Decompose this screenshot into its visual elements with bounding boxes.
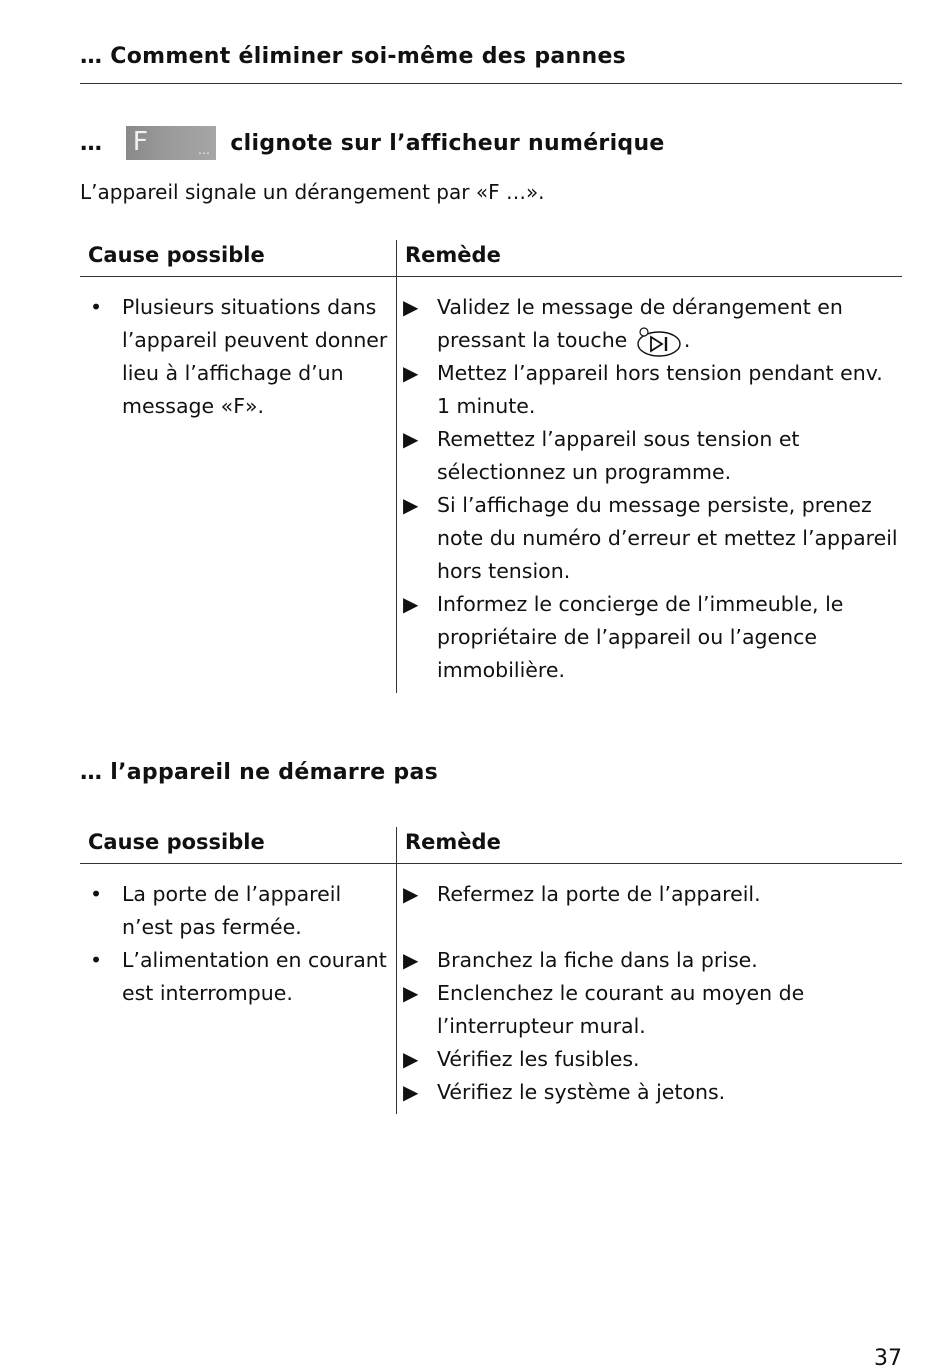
intro-text: L’appareil signale un dérangement par «F …». — [80, 180, 545, 204]
table-body — [80, 277, 902, 697]
section-title-display-f — [80, 126, 665, 160]
cause-item: • La porte de l’appareil n’est pas fermée. — [88, 878, 396, 944]
start-key-icon — [636, 327, 682, 355]
arrow-icon: ▶ — [403, 882, 419, 906]
col-header-remedy: Remède — [405, 243, 501, 267]
remedy-item: ▶ Mettez l’appareil hors tension pendant env. 1 minute. — [403, 357, 902, 423]
remedy-item: ▶ Validez le message de dérangement en pressant la touche . — [403, 291, 902, 357]
troubleshoot-table-f — [80, 240, 902, 697]
arrow-icon: ▶ — [403, 1080, 419, 1104]
section-title-no-start — [80, 760, 438, 785]
section-title-text: clignote sur l’afficheur numérique — [230, 130, 665, 156]
bullet-icon: • — [90, 882, 103, 906]
cause-item: • Plusieurs situations dans l’appareil peuvent donner lieu à l’affichage d’un message «F». — [88, 291, 396, 423]
remedy-column — [397, 864, 902, 1119]
remedy-item: ▶ Informez le concierge de l’immeuble, le propriétaire de l’appareil ou l’agence immobilière. — [403, 588, 902, 687]
arrow-icon: ▶ — [403, 1047, 419, 1071]
arrow-icon: ▶ — [403, 361, 419, 385]
remedy-item: ▶ Vérifiez le système à jetons. — [403, 1076, 902, 1109]
section-prefix: … — [80, 130, 103, 156]
section-title-text: … l’appareil ne démarre pas — [80, 760, 439, 785]
remedy-column — [397, 277, 902, 697]
arrow-icon: ▶ — [403, 295, 419, 319]
page-header-title: … Comment éliminer soi-même des pannes — [80, 44, 627, 69]
display-f-icon — [126, 126, 216, 160]
display-dots: … — [198, 143, 211, 157]
remedy-item: ▶ Refermez la porte de l’appareil. — [403, 878, 902, 911]
col-header-cause: Cause possible — [80, 240, 397, 276]
remedy-item: ▶ Enclenchez le courant au moyen de l’interrupteur mural. — [403, 977, 902, 1043]
troubleshoot-table-no-start — [80, 827, 902, 1119]
bullet-icon: • — [90, 295, 103, 319]
display-letter: F — [132, 127, 149, 157]
col-header-cause: Cause possible — [80, 827, 397, 863]
arrow-icon: ▶ — [403, 493, 419, 517]
remedy-item: ▶ Vérifiez les fusibles. — [403, 1043, 902, 1076]
arrow-icon: ▶ — [403, 948, 419, 972]
table-body — [80, 864, 902, 1119]
table-header — [80, 240, 902, 277]
remedy-item: ▶ Remettez l’appareil sous tension et sélectionnez un programme. — [403, 423, 902, 489]
page-header — [80, 44, 902, 84]
col-header-remedy: Remède — [405, 830, 501, 854]
cause-column — [80, 277, 397, 693]
cause-item: • L’alimentation en courant est interrompue. — [88, 944, 396, 1010]
arrow-icon: ▶ — [403, 427, 419, 451]
arrow-icon: ▶ — [403, 981, 419, 1005]
arrow-icon: ▶ — [403, 592, 419, 616]
bullet-icon: • — [90, 948, 103, 972]
remedy-item: ▶ Branchez la fiche dans la prise. — [403, 944, 902, 977]
remedy-item: ▶ Si l’affichage du message persiste, prenez note du numéro d’erreur et mettez l’appareil hors tension. — [403, 489, 902, 588]
page-number: 37 — [874, 1346, 902, 1371]
cause-column — [80, 864, 397, 1114]
table-header — [80, 827, 902, 864]
